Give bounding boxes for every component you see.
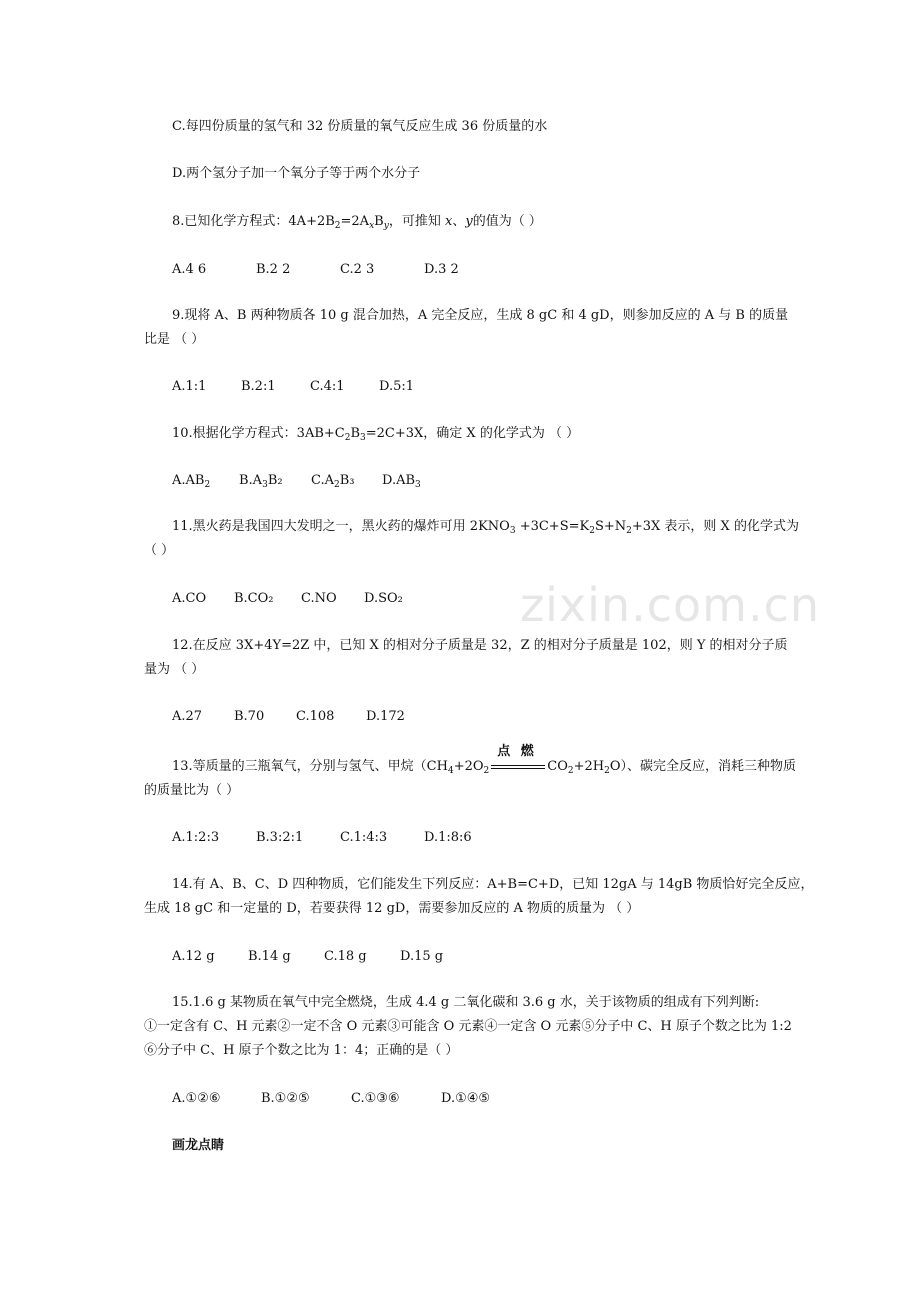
q10-option-d: $D.AB_3$ (382, 473, 421, 490)
q9-stem-line1: 9.现将 A、B 两种物质各 10 g 混合加热，A 完全反应，生成 8 gC 和 4 gD，则参加反应的 A 与 B 的质量 (172, 308, 789, 323)
q10-option-b: $B.A_3B_2$ (239, 473, 283, 490)
q13-option-c: C.1:4:3 (340, 830, 388, 845)
q8-stem: 8.已知化学方程式：$4A+2B_2=2A_xB_y$，可推知 x、y的值为（ ） (172, 214, 542, 231)
q11-option-a: A.CO (172, 591, 207, 606)
q8-option-b: B.2 2 (256, 262, 291, 277)
q14-option-d: D.15 g (400, 949, 444, 964)
q8-option-d: D.3 2 (424, 262, 459, 277)
q11-stem-line1: 11.黑火药是我国四大发明之一，黑火药的爆炸可用 $2KNO_3 +3C+S=K_2S+N_2+3X$ 表示，则 X 的化学式为 (172, 519, 799, 536)
q11-options (172, 590, 403, 608)
q9-options (172, 378, 414, 396)
q13-options (172, 829, 472, 847)
q10-option-c: $C.A_2B_3$ (311, 473, 355, 490)
q15-option-d: D.①④⑤ (441, 1091, 491, 1106)
q12-option-c: C.108 (296, 709, 335, 724)
q13-option-b: B.3:2:1 (256, 830, 304, 845)
q15-options (172, 1090, 490, 1108)
q15-stem-line1: 15.1.6 g 某物质在氧气中完全燃烧，生成 4.4 g 二氧化碳和 3.6 g 水，关于该物质的组成有下列判断: (172, 995, 760, 1010)
q8-options (172, 261, 459, 279)
q10-options (172, 472, 421, 490)
q9-option-d: D.5:1 (379, 379, 415, 394)
q12-option-a: A.27 (172, 709, 203, 724)
q8-option-a: A.4 6 (172, 262, 207, 277)
q14-option-c: C.18 g (324, 949, 367, 964)
q11-option-d: D.SO₂ (364, 591, 403, 606)
q13-option-a: A.1:2:3 (172, 830, 220, 845)
q12-stem-line2: 量为 （ ） (144, 662, 205, 677)
q9-option-c: C.4:1 (310, 379, 345, 394)
q15-option-c: C.①③⑥ (351, 1091, 400, 1106)
q7-option-c: C.每四份质量的氢气和 32 份质量的氧气反应生成 36 份质量的水 (172, 119, 548, 134)
watermark: zixin.com.cn (520, 578, 821, 632)
q14-stem-line2: 生成 18 gC 和一定量的 D，若要获得 12 gD，需要参加反应的 A 物质的质量为 （ ） (144, 901, 640, 916)
q14-stem-line1: 14.有 A、B、C、D 四种物质，它们能发生下列反应：A+B=C+D，已知 12gA 与 14gB 物质恰好完全反应， (172, 877, 814, 892)
reaction-condition: 点 燃 (491, 758, 545, 776)
q15-stem-line2: ①一定含有 C、H 元素②一定不含 O 元素③可能含 O 元素④一定含 O 元素⑤分子中 C、H 原子个数之比为 1:2 (144, 1019, 792, 1034)
section-heading: 画龙点睛 (172, 1138, 225, 1153)
q12-option-d: D.172 (366, 709, 405, 724)
q14-options (172, 948, 443, 966)
q14-option-b: B.14 g (248, 949, 291, 964)
q12-options (172, 708, 405, 726)
q9-stem-line2: 比是 （ ） (144, 332, 205, 347)
q15-option-a: A.①②⑥ (172, 1091, 221, 1106)
q13-option-d: D.1:8:6 (424, 830, 472, 845)
q10-stem: 10.根据化学方程式：$3AB+C_2B_3=2C+3X$，确定 X 的化学式为 （ ） (172, 426, 580, 443)
q10-option-a: $A.AB_2$ (172, 473, 211, 490)
q7-option-d: D.两个氢分子加一个氧分子等于两个水分子 (172, 166, 421, 181)
q9-option-b: B.2:1 (241, 379, 276, 394)
q13-stem-line1: 13.等质量的三瓶氧气，分别与氢气、甲烷（$CH_4+2O_2$ 点 燃 $CO_2+2H_2O$）、碳完全反应，消耗三种物质 (172, 744, 797, 776)
q11-option-b: B.CO₂ (234, 591, 274, 606)
q14-option-a: A.12 g (172, 949, 215, 964)
q12-stem-line1: 12.在反应 3X+4Y=2Z 中，已知 X 的相对分子质量是 32，Z 的相对分子质量是 102，则 Y 的相对分子质 (172, 638, 788, 653)
q12-option-b: B.70 (234, 709, 265, 724)
q13-stem-line2: 的质量比为（ ） (144, 783, 240, 798)
q15-option-b: B.①②⑤ (261, 1091, 310, 1106)
q9-option-a: A.1:1 (172, 379, 207, 394)
q8-option-c: C.2 3 (340, 262, 375, 277)
q11-option-c: C.NO (301, 591, 337, 606)
q11-stem-line2: （ ） (144, 543, 175, 558)
q15-stem-line3: ⑥分子中 C、H 原子个数之比为 1：4；正确的是（ ） (144, 1043, 459, 1058)
